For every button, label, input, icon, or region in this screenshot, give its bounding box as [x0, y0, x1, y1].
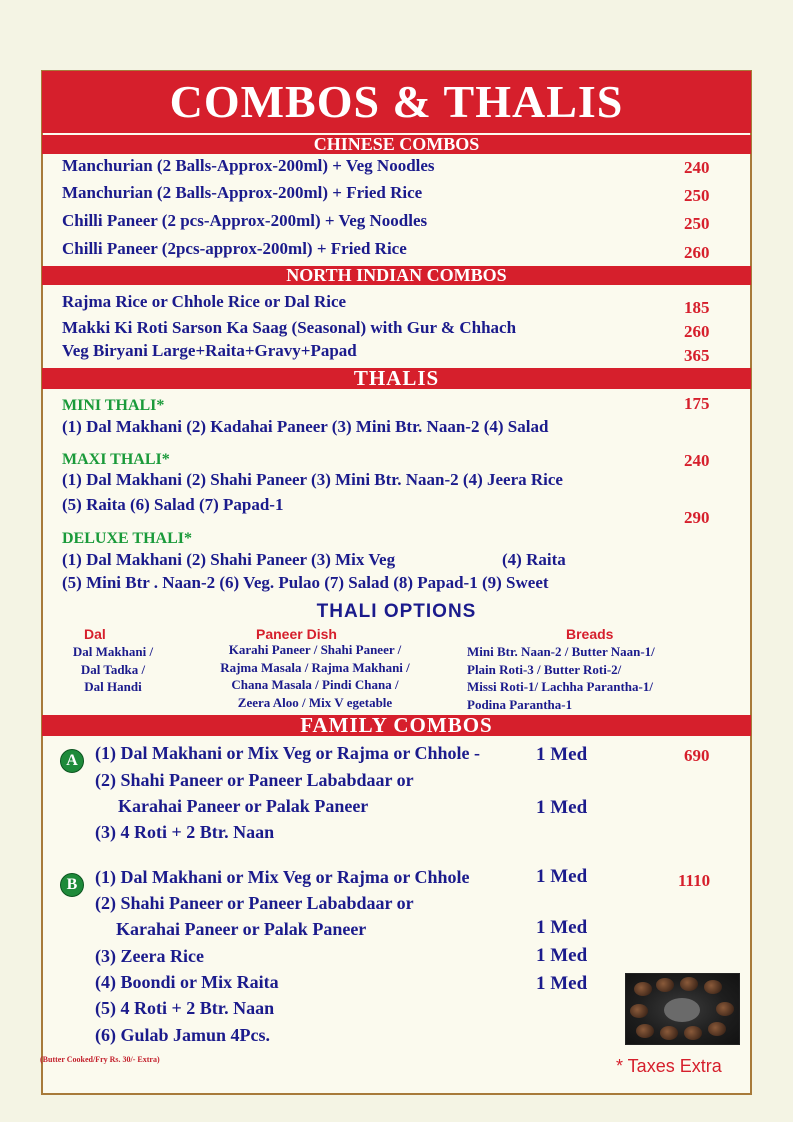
- option-line: Dal Tadka /: [80, 661, 146, 677]
- quantity-label: 1 Med: [536, 797, 588, 818]
- option-line: Zeera Aloo / Mix V egetable: [237, 694, 393, 710]
- deluxe-thali-items: (5) Mini Btr . Naan-2 (6) Veg. Pulao (7) Salad (8) Papad-1 (9) Sweet: [62, 573, 549, 592]
- deluxe-thali-items: (1) Dal Makhani (2) Shahi Paneer (3) Mix Veg: [62, 550, 396, 569]
- quantity-label: 1 Med: [536, 744, 588, 765]
- option-line: Chana Masala / Pindi Chana /: [231, 677, 399, 692]
- paneer-options-label: Paneer Dish: [256, 626, 337, 642]
- breads-options-list: [467, 643, 747, 713]
- paneer-options-list: [190, 641, 440, 711]
- family-line: (4) Boondi or Mix Raita: [95, 972, 279, 992]
- option-line: Karahi Paneer / Shahi Paneer /: [228, 642, 402, 657]
- menu-item-price: 240: [684, 158, 710, 177]
- menu-item-price: 260: [684, 243, 710, 262]
- menu-item-price: 365: [684, 346, 710, 365]
- combo-a-badge: A: [60, 749, 84, 773]
- mini-thali-price: 175: [684, 394, 710, 413]
- family-line: Karahai Paneer or Palak Paneer: [116, 919, 367, 939]
- menu-item-name: Rajma Rice or Chhole Rice or Dal Rice: [62, 292, 347, 311]
- taxes-note: * Taxes Extra: [616, 1056, 722, 1076]
- maxi-thali-name: MAXI THALI*: [62, 451, 170, 468]
- quantity-label: 1 Med: [536, 973, 588, 994]
- menu-item-name: Chilli Paneer (2pcs-approx-200ml) + Fried Rice: [62, 239, 407, 258]
- menu-item-name: Makki Ki Roti Sarson Ka Saag (Seasonal) with Gur & Chhach: [62, 318, 517, 337]
- butter-note: (Butter Cooked/Fry Rs. 30/- Extra): [40, 1055, 160, 1064]
- deluxe-thali-name: DELUXE THALI*: [62, 530, 192, 547]
- quantity-label: 1 Med: [536, 917, 588, 938]
- mini-thali-name: MINI THALI*: [62, 397, 165, 414]
- thali-photo: [625, 973, 740, 1045]
- menu-item-name: Chilli Paneer (2 pcs-Approx-200ml) + Veg Noodles: [62, 211, 428, 230]
- mini-thali-items: (1) Dal Makhani (2) Kadahai Paneer (3) Mini Btr. Naan-2 (4) Salad: [62, 417, 549, 436]
- quantity-label: 1 Med: [536, 866, 588, 887]
- family-line: (1) Dal Makhani or Mix Veg or Rajma or Chhole -: [95, 743, 480, 763]
- breads-options-label: Breads: [566, 626, 614, 642]
- maxi-thali-items: (1) Dal Makhani (2) Shahi Paneer (3) Mini Btr. Naan-2 (4) Jeera Rice: [62, 470, 563, 489]
- combo-b-price: 1110: [678, 871, 711, 890]
- menu-item-price: 250: [684, 186, 710, 205]
- family-line: (1) Dal Makhani or Mix Veg or Rajma or Chhole: [95, 867, 470, 887]
- option-line: Missi Roti-1/ Lachha Parantha-1/: [467, 679, 653, 694]
- family-line: (2) Shahi Paneer or Paneer Lababdaar or: [95, 893, 414, 913]
- deluxe-thali-items: (4) Raita: [502, 550, 566, 569]
- family-line: (3) 4 Roti + 2 Btr. Naan: [95, 822, 275, 842]
- option-line: Mini Btr. Naan-2 / Butter Naan-1/: [467, 644, 655, 659]
- north-indian-combos-heading: NORTH INDIAN COMBOS: [42, 266, 751, 285]
- maxi-thali-price: 240: [684, 451, 710, 470]
- family-line: (3) Zeera Rice: [95, 946, 204, 966]
- menu-item-name: Veg Biryani Large+Raita+Gravy+Papad: [62, 341, 357, 360]
- menu-item-name: Manchurian (2 Balls-Approx-200ml) + Veg Noodles: [62, 156, 435, 175]
- option-line: Dal Handi: [84, 679, 142, 694]
- family-combos-heading: FAMILY COMBOS: [42, 715, 751, 736]
- dal-options-label: Dal: [84, 626, 106, 642]
- family-line: Karahai Paneer or Palak Paneer: [118, 796, 369, 816]
- chinese-combos-heading: CHINESE COMBOS: [42, 135, 751, 154]
- dal-options-list: [52, 643, 174, 696]
- option-line: Rajma Masala / Rajma Makhani /: [220, 659, 410, 675]
- combo-a-price: 690: [684, 746, 710, 765]
- family-line: (5) 4 Roti + 2 Btr. Naan: [95, 998, 275, 1018]
- option-line: Podina Parantha-1: [467, 696, 573, 712]
- page-title: COMBOS & THALIS: [42, 71, 751, 133]
- quantity-label: 1 Med: [536, 945, 588, 966]
- combo-b-badge: B: [60, 873, 84, 897]
- option-line: Dal Makhani /: [72, 644, 154, 659]
- deluxe-thali-price: 290: [684, 508, 710, 527]
- option-line: Plain Roti-3 / Butter Roti-2/: [467, 661, 622, 677]
- menu-item-name: Manchurian (2 Balls-Approx-200ml) + Fried Rice: [62, 183, 423, 202]
- thali-options-heading: THALI OPTIONS: [316, 601, 477, 622]
- menu-item-price: 250: [684, 214, 710, 233]
- menu-item-price: 260: [684, 322, 710, 341]
- family-line: (2) Shahi Paneer or Paneer Lababdaar or: [95, 770, 414, 790]
- family-line: (6) Gulab Jamun 4Pcs.: [95, 1025, 271, 1045]
- menu-item-price: 185: [684, 298, 710, 317]
- thalis-heading: THALIS: [42, 368, 751, 389]
- maxi-thali-items: (5) Raita (6) Salad (7) Papad-1: [62, 495, 284, 514]
